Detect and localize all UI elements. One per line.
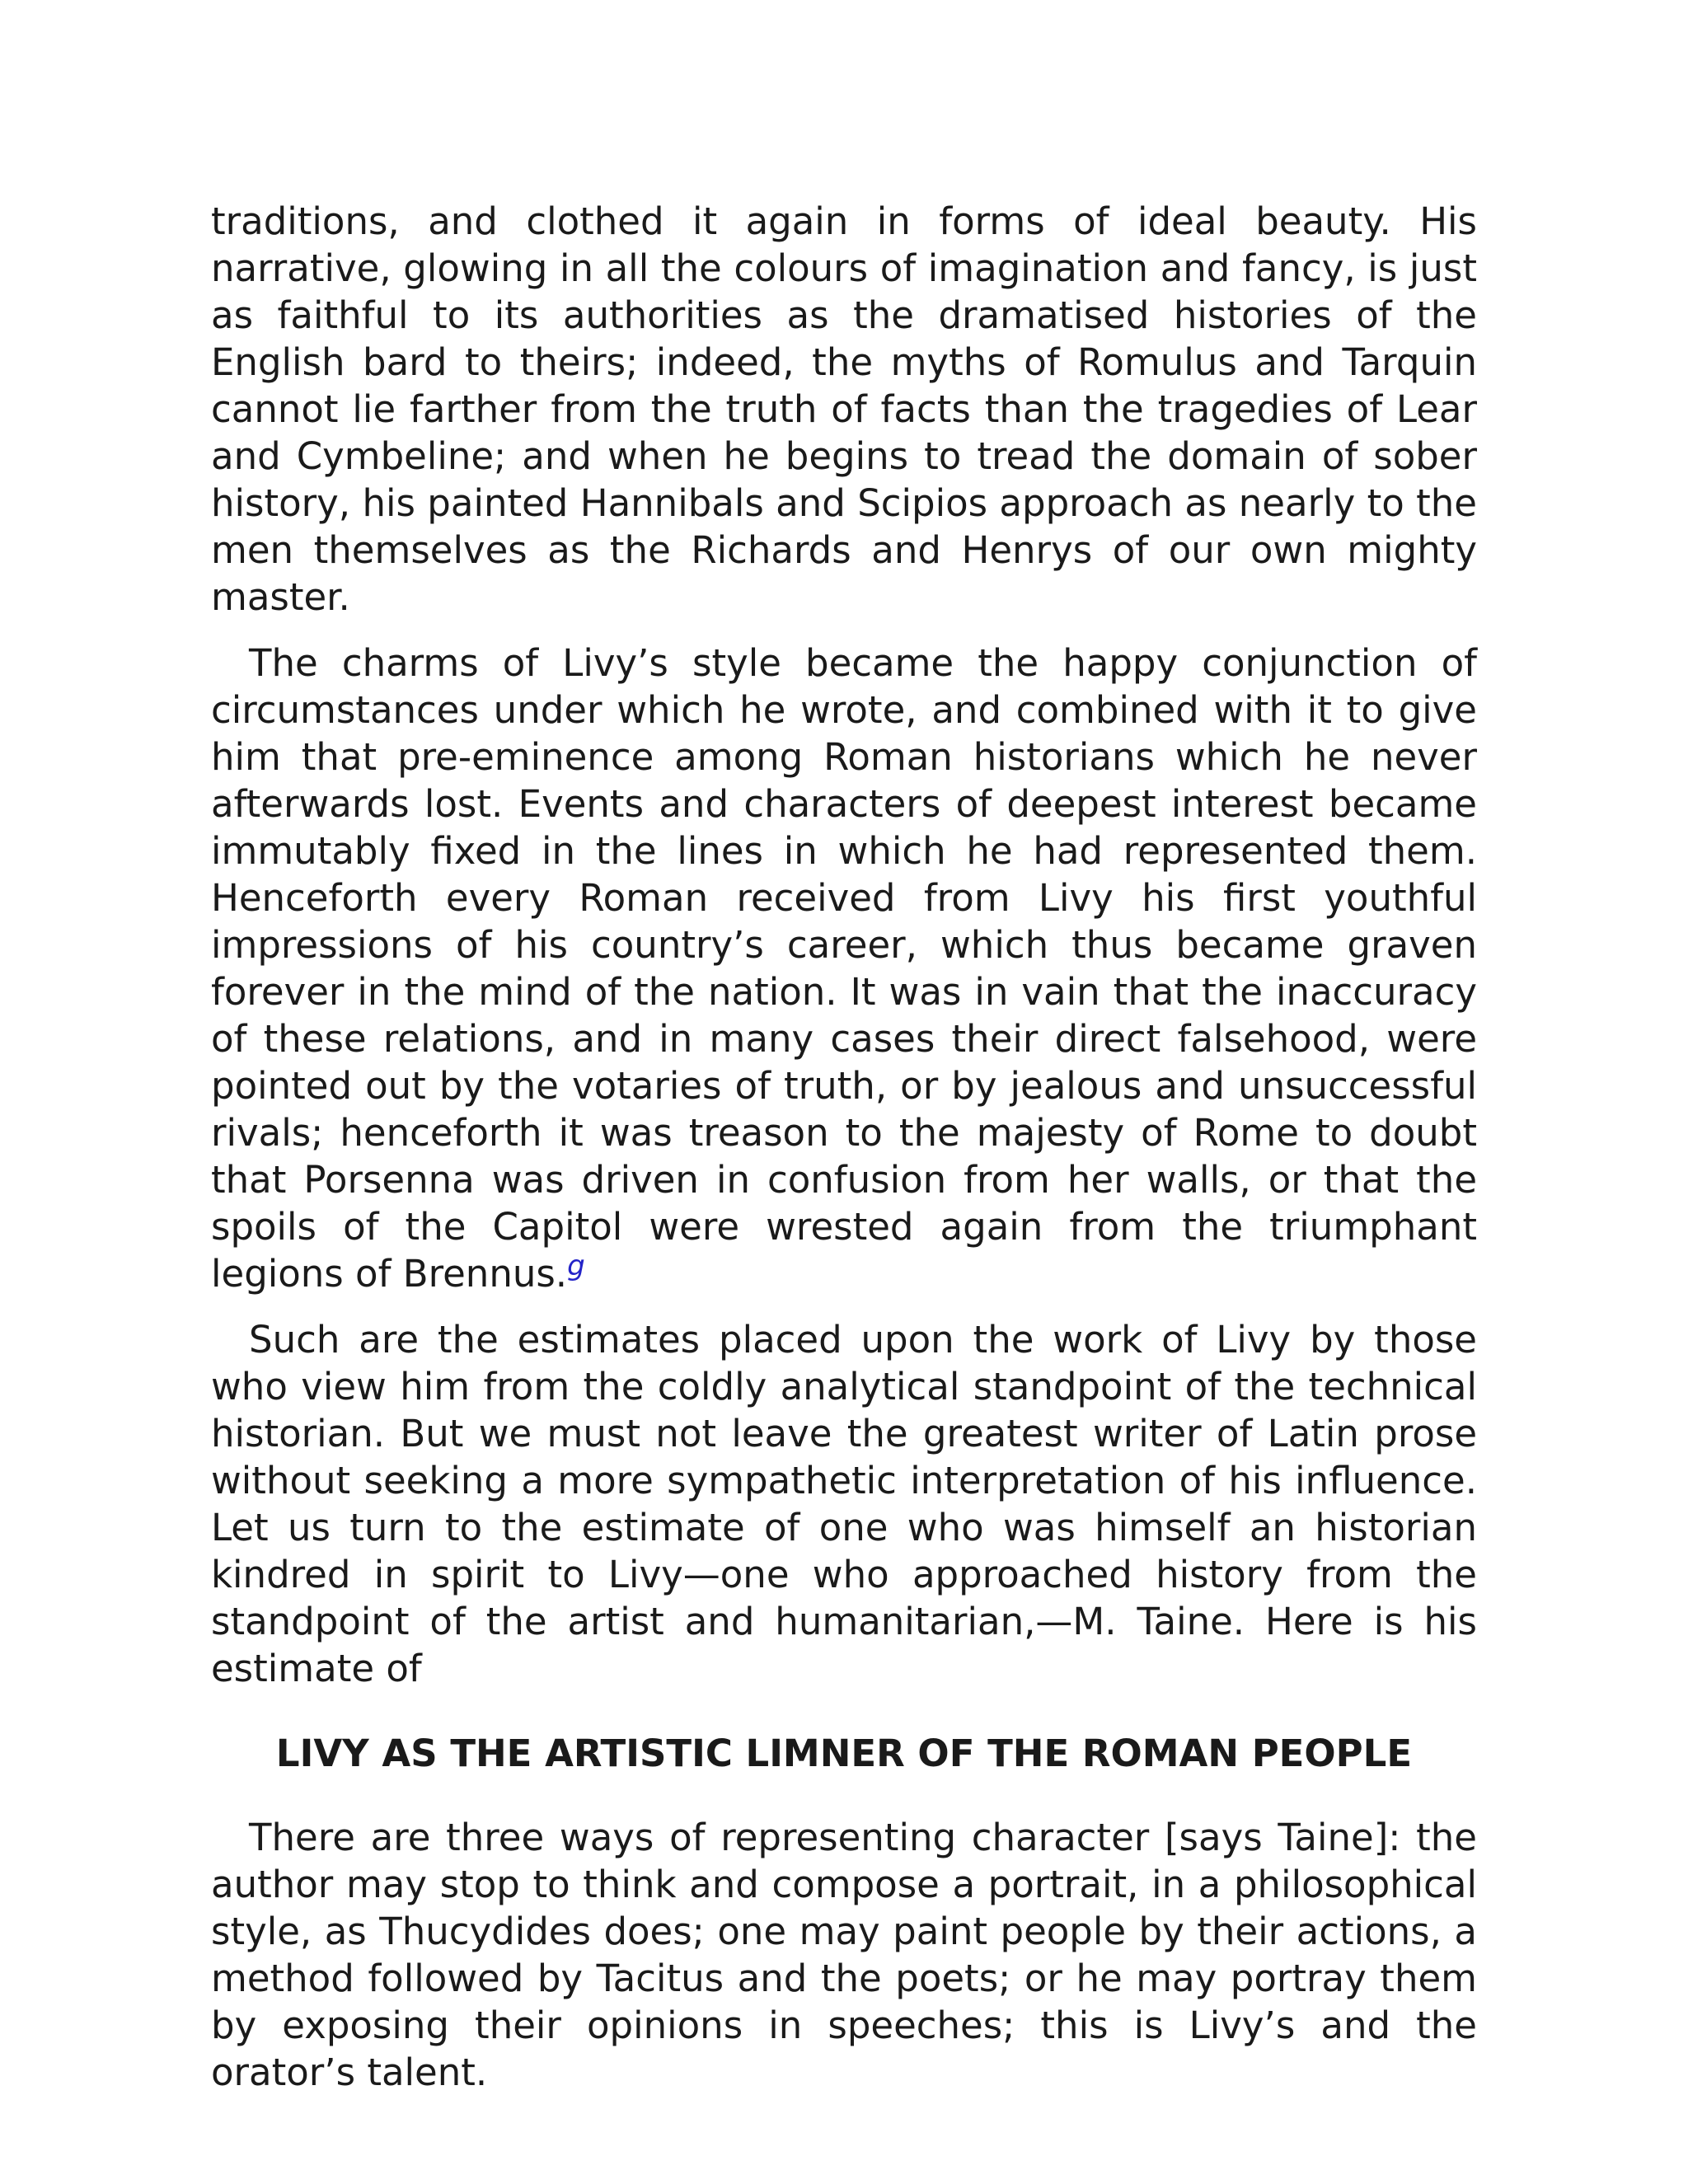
paragraph-text: The charms of Livy’s style became the happy conjunction of circumstances under which he wrote, and combined with it to give him that pre-eminence among Roman historians which he never afterwards lost. Events and characters of deepest interest became immutably fixed in the lines in which he had represented them. Henceforth every Roman received from Livy his first youthful impressions of his country’s career, which thus became graven forever in the mind of the nation. It was in vain that the inaccuracy of these relations, and in many cases their direct falsehood, were pointed out by the votaries of truth, or by jealous and unsuccessful rivals; henceforth it was treason to the majesty of Rome to doubt that Porsenna was driven in confusion from her walls, or that the spoils of the Capitol were wrested again from the triumphant legions of Brennus.	[211, 641, 1477, 1296]
paragraph-text: traditions, and clothed it again in forms of ideal beauty. His narrative, glowing in all the colours of imagination and fancy, is just as faithful to its authorities as the dramatised histories of the English bard to theirs; indeed, the myths of Romulus and Tarquin cannot lie farther from the truth of facts than the tragedies of Lear and Cymbeline; and when he begins to tread the domain of sober history, his painted Hannibals and Scipios approach as nearly to the men themselves as the Richards and Henrys of our own mighty master.	[211, 199, 1477, 619]
paragraph-taine-quote	[211, 1814, 1477, 2096]
paragraph-livy-style	[211, 640, 1477, 1297]
paragraph-continuation	[211, 198, 1477, 621]
footnote-link[interactable]: g	[567, 1249, 585, 1282]
paragraph-estimates	[211, 1316, 1477, 1692]
paragraph-text: Such are the estimates placed upon the work of Livy by those who view him from the coldly analytical standpoint of the technical historian. But we must not leave the greatest writer of Latin prose without seeking a more sympathetic interpretation of his influence. Let us turn to the estimate of one who was himself an historian kindred in spirit to Livy—one who approached history from the standpoint of the artist and humanitarian,—M. Taine. Here is his estimate of	[211, 1318, 1477, 1690]
paragraph-text: There are three ways of representing character [says Taine]: the author may stop to think and compose a portrait, in a philosophical style, as Thucydides does; one may paint people by their actions, a method followed by Tacitus and the poets; or he may portray them by exposing their opinions in speeches; this is Livy’s and the orator’s talent.	[211, 1816, 1477, 2094]
document-page	[211, 198, 1477, 2115]
section-heading: LIVY AS THE ARTISTIC LIMNER OF THE ROMAN PEOPLE	[275, 1732, 1413, 1775]
